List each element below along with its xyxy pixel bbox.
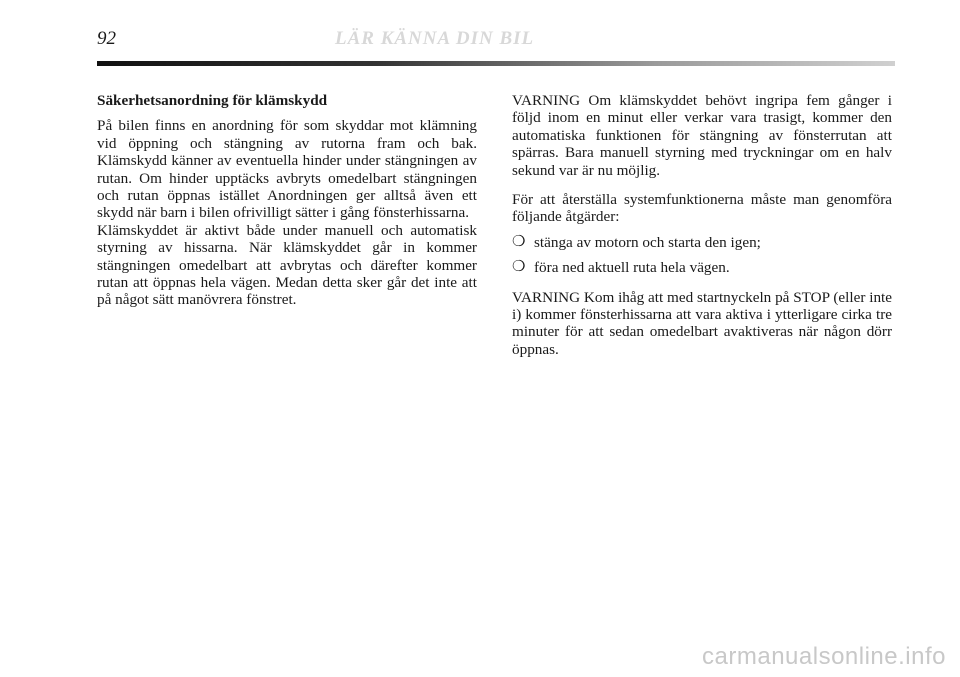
section-heading: Säkerhetsanordning för klämskydd <box>97 92 328 109</box>
warning-paragraph-1: VARNING Om klämskyddet behövt ingripa fem gånger i följd inom en minut eller verkar vara trasigt, kommer den automatiska funktionen för stängning av fönsterrutan att spärras. Bara manuell styrning med tryckningar om en halv sekund var är nu möjlig. <box>512 92 892 179</box>
body-paragraph-1: På bilen finns en anordning för som skyddar mot klämning vid öppning och stängning av rutorna fram och bak. Klämskydd känner av eventuella hinder under stängningen av rutan. Om hinder upptäcks avbryts omedelbart stängningen och rutan öppnas istället Anordningen ger alltså även ett skydd när barn i bilen ofrivilligt sätter i gång fönsterhissarna. <box>97 117 477 222</box>
header-rule <box>97 61 895 66</box>
body-paragraph-2: Klämskyddet är aktivt både under manuell och automatisk styrning av hissarna. När klämskyddet går in kommer stängningen omedelbart att avbrytas och därefter kommer rutan att öppnas hela vägen. Medan detta sker går det inte att på något sätt manövrera fönstret. <box>97 221 477 309</box>
bullet-circle-icon: ❍ <box>512 259 526 276</box>
list-item-text: föra ned aktuell ruta hela vägen. <box>534 259 730 277</box>
watermark: carmanualsonline.info <box>702 643 946 670</box>
page-number: 92 <box>97 28 116 49</box>
right-column <box>512 92 892 358</box>
list-item <box>512 234 892 251</box>
list-item-text: stänga av motorn och starta den igen; <box>534 233 761 251</box>
instruction-intro: För att återställa systemfunktionerna måste man genomföra följande åtgärder: <box>512 191 892 226</box>
bullet-circle-icon: ❍ <box>512 233 526 250</box>
list-item <box>512 259 892 276</box>
left-column <box>97 92 477 309</box>
warning-paragraph-2: VARNING Kom ihåg att med startnyckeln på STOP (eller inte i) kommer fönsterhissarna att vara aktiva i ytterligare cirka tre minuter för att sedan omedelbart avaktiveras när någon dörr öppnas. <box>512 288 892 358</box>
running-title: LÄR KÄNNA DIN BIL <box>335 28 535 49</box>
